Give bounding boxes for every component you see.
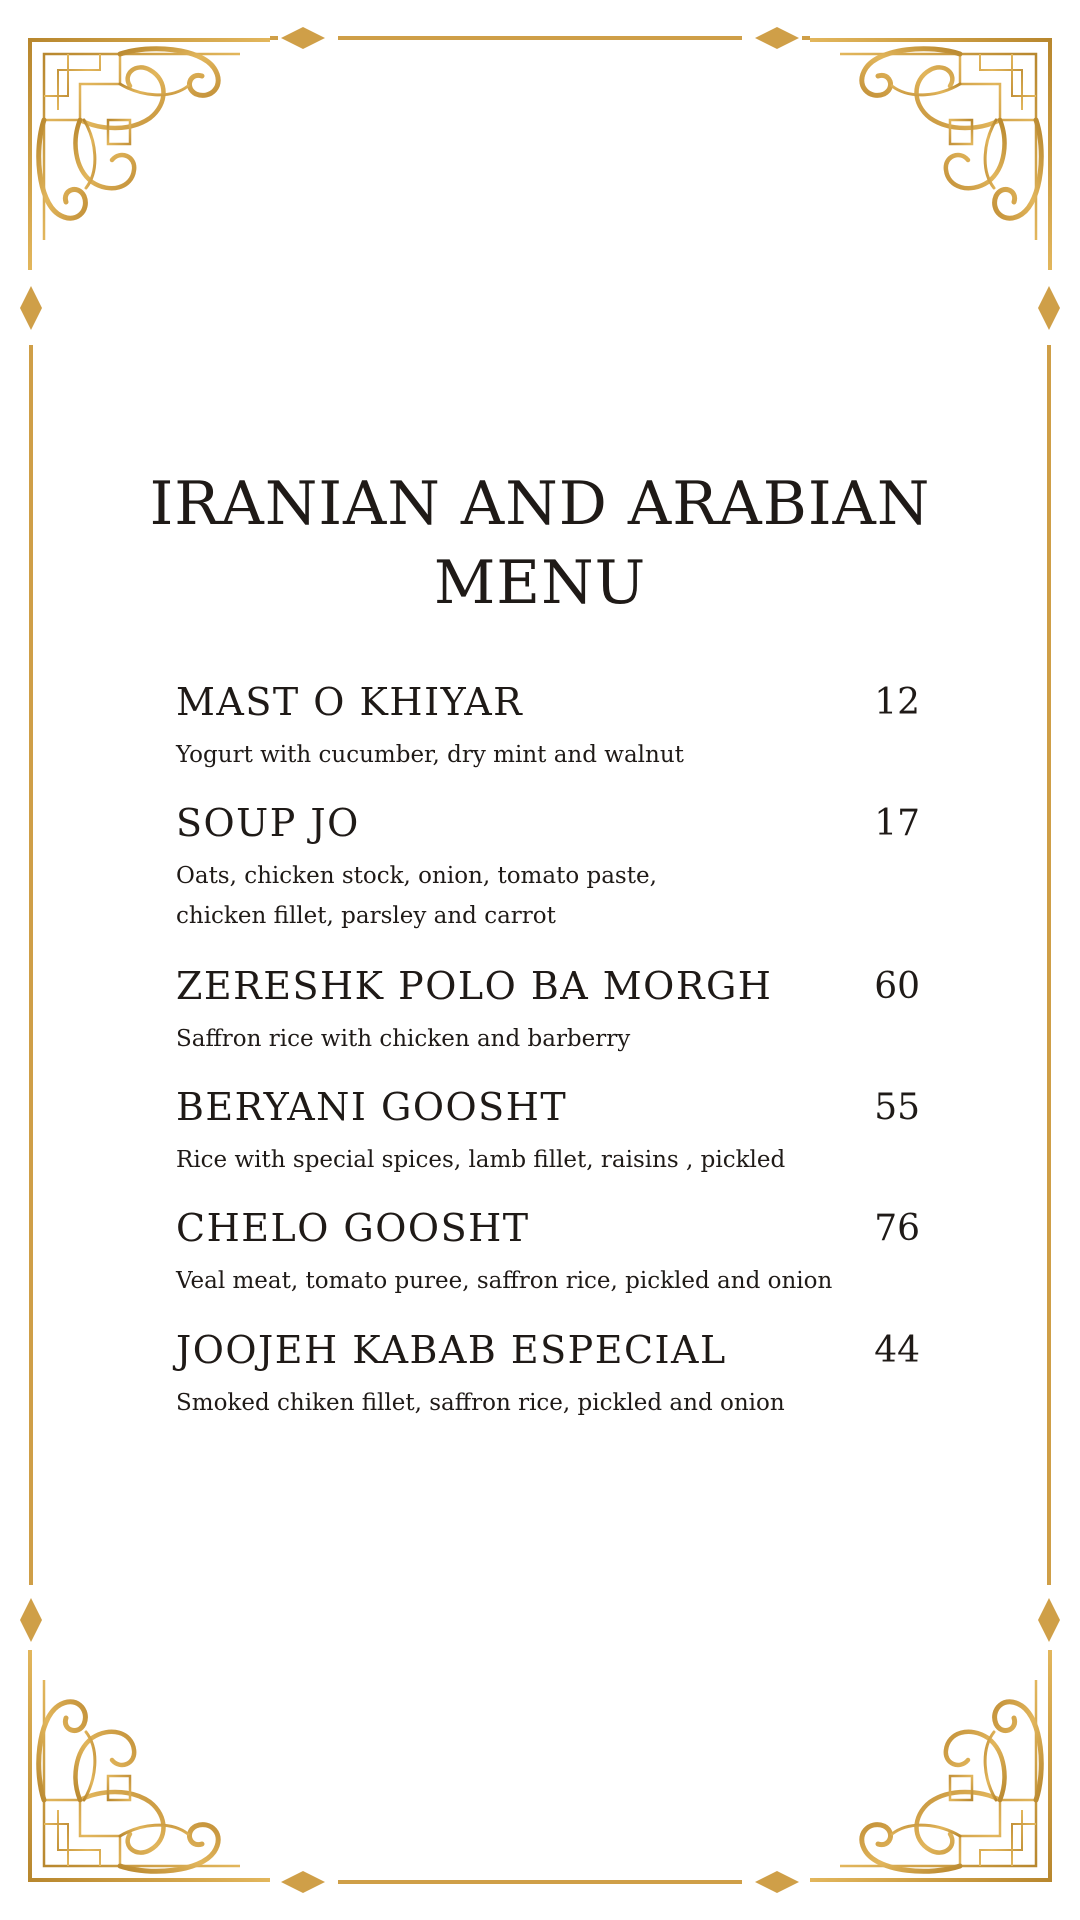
description-line: Saffron rice with chicken and barberry <box>176 1026 631 1052</box>
description-line: Yogurt with cucumber, dry mint and walnut <box>176 742 684 768</box>
item-price: 60 <box>874 966 920 1007</box>
menu-title: IRANIAN AND ARABIAN <box>149 469 931 539</box>
item-name: ZERESHK POLO BA MORGH <box>176 964 773 1008</box>
description-line: chicken fillet, parsley and carrot <box>176 903 556 929</box>
item-description <box>176 1019 630 1059</box>
item-description <box>176 735 684 775</box>
item-name: SOUP JO <box>176 801 360 845</box>
item-name: JOOJEH KABAB ESPECIAL <box>176 1328 727 1372</box>
item-name: MAST O KHIYAR <box>176 680 524 724</box>
item-price: 76 <box>874 1208 920 1249</box>
description-line: Rice with special spices, lamb fillet, raisins , pickled <box>176 1147 786 1173</box>
item-price: 55 <box>874 1087 920 1128</box>
item-price: 17 <box>874 803 920 844</box>
item-description <box>176 856 657 936</box>
item-description <box>176 1383 785 1423</box>
item-name: BERYANI GOOSHT <box>176 1085 568 1129</box>
item-price: 44 <box>874 1330 920 1371</box>
menu-title-line-2: MENU <box>433 548 647 618</box>
description-line: Smoked chiken fillet, saffron rice, pickled and onion <box>176 1390 785 1416</box>
item-name: CHELO GOOSHT <box>176 1206 530 1250</box>
item-description <box>176 1140 785 1180</box>
item-price: 12 <box>874 682 920 723</box>
description-line: Oats, chicken stock, onion, tomato paste, <box>176 863 657 889</box>
item-description <box>176 1261 832 1301</box>
description-line: Veal meat, tomato puree, saffron rice, pickled and onion <box>176 1268 833 1294</box>
